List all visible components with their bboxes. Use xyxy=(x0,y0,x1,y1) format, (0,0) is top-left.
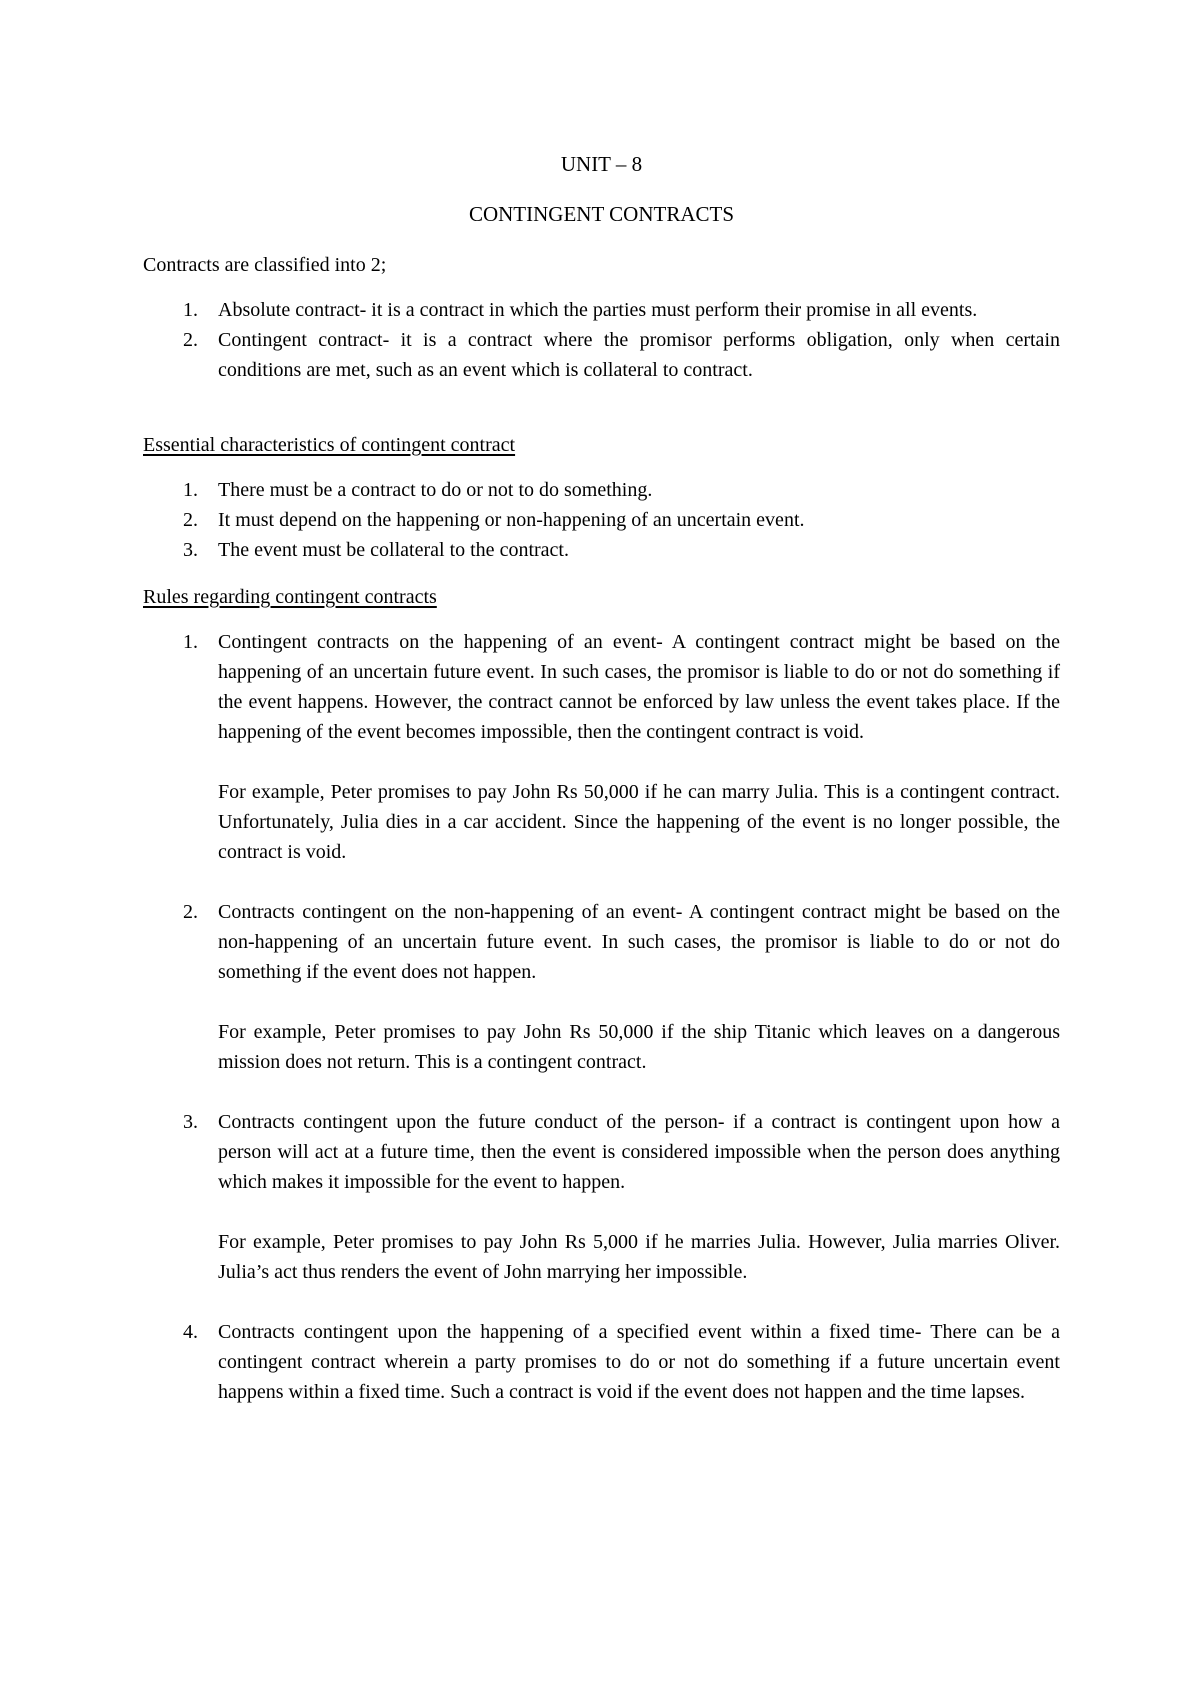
rule-text: Contracts contingent upon the future conduct of the person- if a contract is contingent upon how a person will act at a future time, then the event is considered impossible when the person does anything which makes it impossible for the event to happen. xyxy=(218,1111,1060,1193)
list-number: 3. xyxy=(183,1111,198,1133)
list-number: 1. xyxy=(183,631,198,653)
rule-example: For example, Peter promises to pay John Rs 50,000 if he can marry Julia. This is a contingent contract. Unfortunately, Julia dies in a car accident. Since the happening of the event is no longer possible, the contract is void. xyxy=(218,781,1060,863)
list-item xyxy=(143,535,1060,565)
characteristics-list xyxy=(143,475,1060,565)
list-text: The event must be collateral to the contract. xyxy=(218,539,569,561)
list-number: 2. xyxy=(183,509,198,531)
list-number: 2. xyxy=(183,901,198,923)
characteristics-heading: Essential characteristics of contingent contract xyxy=(143,434,516,456)
list-item xyxy=(143,897,1060,1077)
list-text: There must be a contract to do or not to do something. xyxy=(218,479,653,501)
unit-title: UNIT – 8 xyxy=(560,152,643,176)
list-number: 3. xyxy=(183,539,198,561)
list-item xyxy=(143,475,1060,505)
list-item xyxy=(143,325,1060,385)
classification-section xyxy=(143,250,1060,385)
rules-heading: Rules regarding contingent contracts xyxy=(143,586,437,608)
list-number: 1. xyxy=(183,479,198,501)
list-number: 4. xyxy=(183,1321,198,1343)
classification-list xyxy=(143,295,1060,385)
intro-text: Contracts are classified into 2; xyxy=(143,254,387,276)
list-item xyxy=(143,1317,1060,1407)
list-text: Contingent contract- it is a contract where the promisor performs obligation, only when certain conditions are met, such as an event which is collateral to contract. xyxy=(218,329,1060,381)
rule-text: Contracts contingent on the non-happening of an event- A contingent contract might be based on the non-happening of an uncertain future event. In such cases, the promisor is liable to do or not do something if the event does not happen. xyxy=(218,901,1060,983)
rule-text: Contingent contracts on the happening of an event- A contingent contract might be based on the happening of an uncertain future event. In such cases, the promisor is liable to do or not do something if the event happens. However, the contract cannot be enforced by law unless the event takes place. If the happening of the event becomes impossible, then the contingent contract is void. xyxy=(218,631,1060,743)
list-item xyxy=(143,1107,1060,1287)
rules-list xyxy=(143,627,1060,1407)
chapter-title: CONTINGENT CONTRACTS xyxy=(468,202,735,226)
rule-example: For example, Peter promises to pay John Rs 5,000 if he marries Julia. However, Julia marries Oliver. Julia’s act thus renders the event of John marrying her impossible. xyxy=(218,1231,1060,1283)
list-item xyxy=(143,505,1060,535)
list-number: 2. xyxy=(183,329,198,351)
characteristics-section xyxy=(143,430,1060,565)
list-text: Absolute contract- it is a contract in which the parties must perform their promise in all events. xyxy=(218,299,978,321)
rule-example: For example, Peter promises to pay John Rs 50,000 if the ship Titanic which leaves on a dangerous mission does not return. This is a contingent contract. xyxy=(218,1021,1060,1073)
rule-text: Contracts contingent upon the happening of a specified event within a fixed time- There can be a contingent contract wherein a party promises to do or not do something if a future uncertain event happens within a fixed time. Such a contract is void if the event does not happen and the time lapses. xyxy=(218,1321,1060,1403)
list-item xyxy=(143,295,1060,325)
list-item xyxy=(143,627,1060,867)
rules-section xyxy=(143,582,1060,1407)
list-text: It must depend on the happening or non-happening of an uncertain event. xyxy=(218,509,805,531)
list-number: 1. xyxy=(183,299,198,321)
